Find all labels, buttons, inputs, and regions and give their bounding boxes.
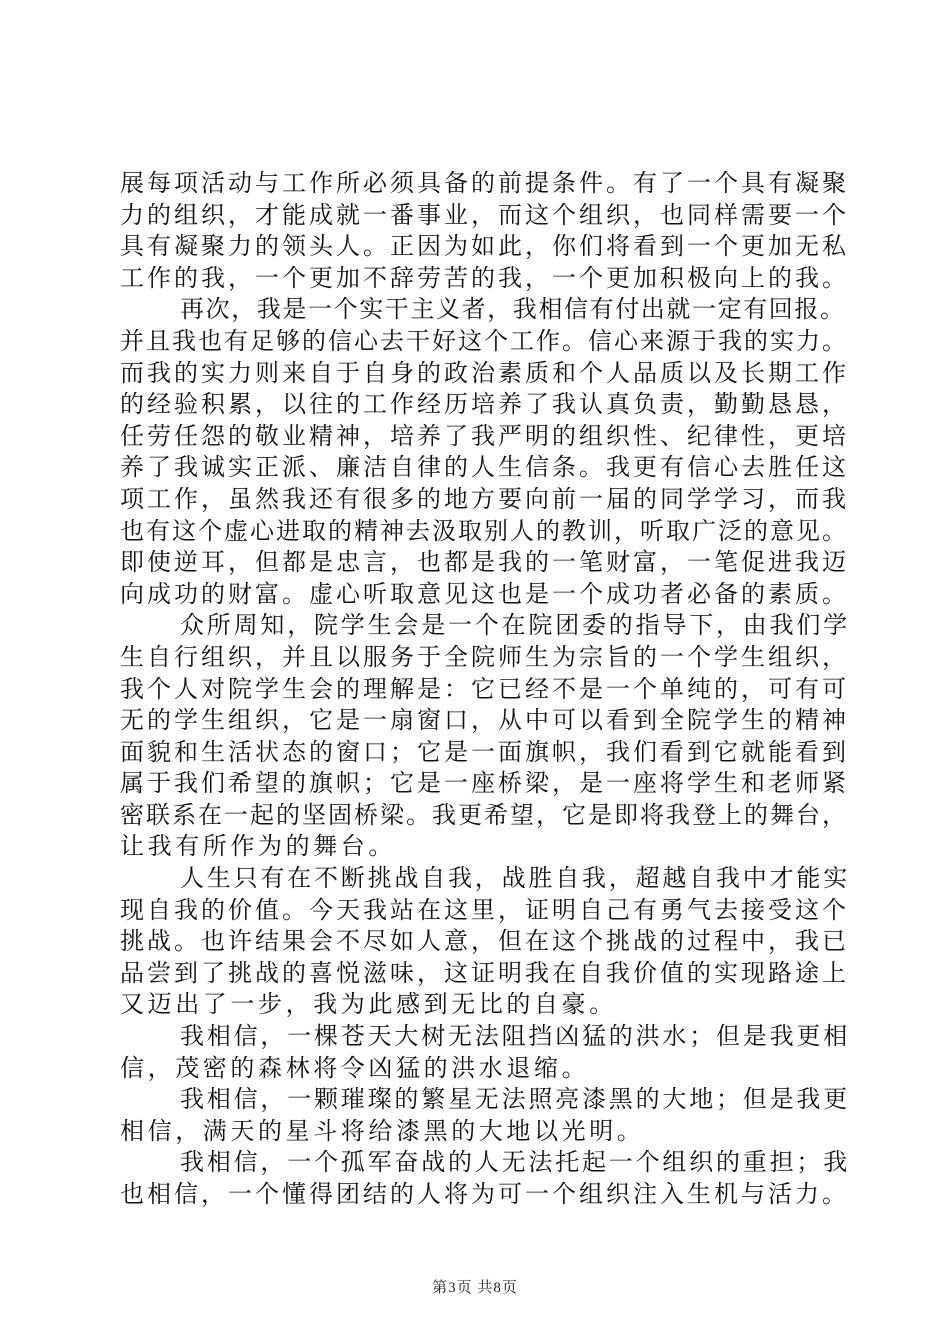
text-line: 的经验积累，以往的工作经历培养了我认真负责，勤勤恳恳， [120, 390, 849, 419]
text-line: 无的学生组织，它是一扇窗口，从中可以看到全院学生的精神 [120, 706, 849, 735]
text-line: 而我的实力则来自于自身的政治素质和个人品质以及长期工作 [120, 358, 849, 387]
text-line: 又迈出了一步，我为此感到无比的自豪。 [120, 990, 617, 1019]
text-line: 养了我诚实正派、廉洁自律的人生信条。我更有信心去胜任这 [120, 453, 849, 482]
text-line: 属于我们希望的旗帜；它是一座桥梁，是一座将学生和老师紧 [120, 769, 849, 798]
text-line: 再次，我是一个实干主义者，我相信有付出就一定有回报。 [180, 295, 846, 324]
text-line: 密联系在一起的坚固桥梁。我更希望，它是即将我登上的舞台， [120, 800, 848, 829]
text-line: 展每项活动与工作所必须具备的前提条件。有了一个具有凝聚 [120, 169, 849, 197]
text-line: 我个人对院学生会的理解是：它已经不是一个单纯的，可有可 [120, 674, 849, 703]
text-line: 任劳任怨的敬业精神，培养了我严明的组织性、纪律性，更培 [120, 421, 849, 450]
text-line: 让我有所作为的舞台。 [120, 832, 396, 861]
text-line: 我相信，一个孤军奋战的人无法托起一个组织的重担；我 [180, 1148, 850, 1177]
text-line: 挑战。也许结果会不尽如人意，但在这个挑战的过程中，我已 [120, 927, 849, 956]
text-line: 众所周知，院学生会是一个在院团委的指导下，由我们学 [180, 611, 850, 640]
text-line: 即使逆耳，但都是忠言，也都是我的一笔财富，一笔促进我迈 [120, 548, 849, 577]
text-line: 面貌和生活状态的窗口；它是一面旗帜，我们看到它就能看到 [120, 737, 849, 766]
text-line: 人生只有在不断挑战自我，战胜自我，超越自我中才能实 [180, 864, 850, 893]
text-line: 向成功的财富。虚心听取意见这也是一个成功者必备的素质。 [120, 579, 849, 608]
text-line: 也有这个虚心进取的精神去汲取别人的教训，听取广泛的意见。 [120, 516, 848, 545]
text-line: 我相信，一颗璀璨的繁星无法照亮漆黑的大地；但是我更 [180, 1085, 850, 1114]
text-line: 生自行组织，并且以服务于全院师生为宗旨的一个学生组织， [120, 642, 849, 671]
text-line: 力的组织，才能成就一番事业，而这个组织，也同样需要一个 [120, 200, 849, 229]
text-line: 现自我的价值。今天我站在这里，证明自己有勇气去接受这个 [120, 895, 849, 924]
text-line: 具有凝聚力的领头人。正因为如此，你们将看到一个更加无私 [120, 232, 849, 261]
text-line: 我相信，一棵苍天大树无法阻挡凶猛的洪水；但是我更相 [180, 1022, 850, 1051]
text-line: 相信，满天的星斗将给漆黑的大地以光明。 [120, 1116, 645, 1145]
text-line: 项工作，虽然我还有很多的地方要向前一届的同学学习，而我 [120, 484, 849, 513]
text-line: 信，茂密的森林将令凶猛的洪水退缩。 [120, 1053, 590, 1082]
body-text [120, 168, 850, 1211]
text-line: 也相信，一个懂得团结的人将为可一个组织注入生机与活力。 [120, 1180, 849, 1208]
text-line: 工作的我，一个更加不辞劳苦的我，一个更加积极向上的我。 [120, 263, 849, 292]
page-footer: 第3页 共8页 [432, 1280, 518, 1296]
text-line: 并且我也有足够的信心去干好这个工作。信心来源于我的实力。 [120, 326, 848, 355]
text-line: 品尝到了挑战的喜悦滋味，这证明我在自我价值的实现路途上 [120, 958, 849, 987]
